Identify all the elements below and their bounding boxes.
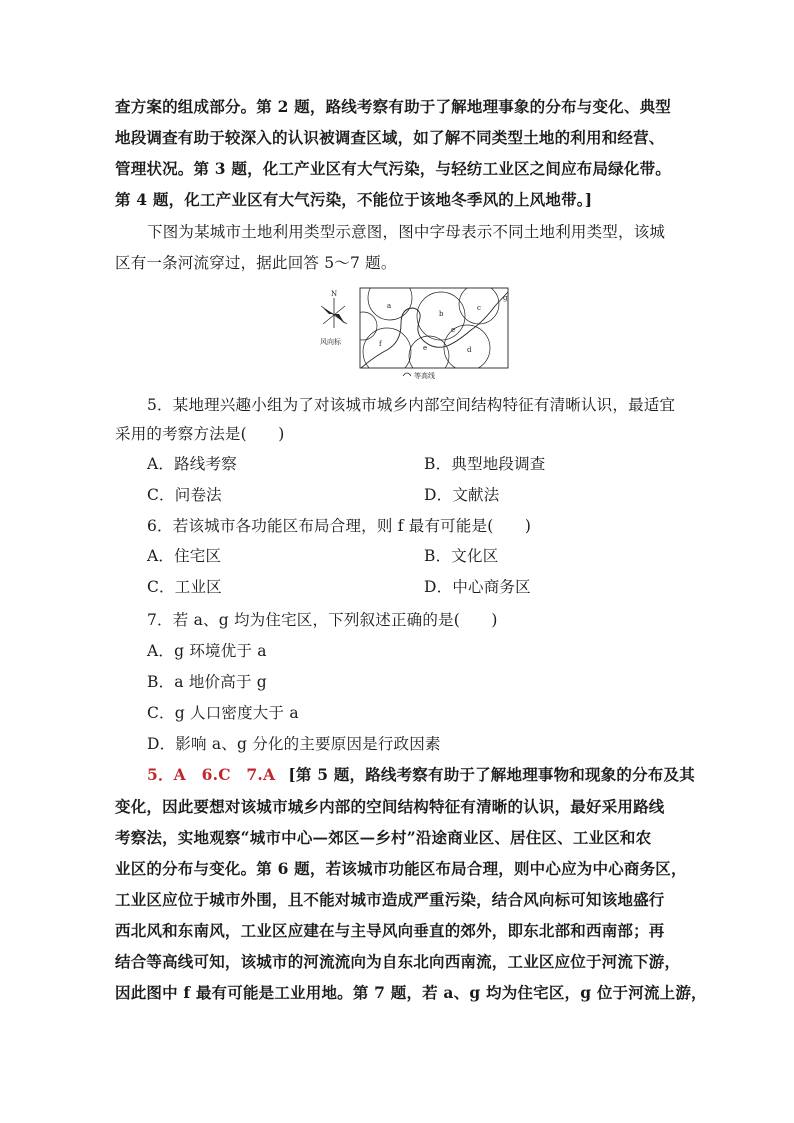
- answer-explanation-3: 考察法，实地观察“城市中心—郊区—乡村”沿途商业区、居住区、工业区和农: [115, 828, 652, 847]
- area-label-b: b: [439, 310, 444, 318]
- contour-lines: [349, 284, 499, 376]
- q5-option-d: D．文献法: [424, 486, 500, 504]
- answer-line-1: [147, 765, 695, 785]
- explanation-line-1: 查方案的组成部分。第 2 题，路线考察有助于了解地理事象的分布与变化、典型: [115, 97, 671, 116]
- explanation-line-4: 第 4 题，化工产业区有大气污染，不能位于该地冬季风的上风地带。]: [115, 190, 593, 209]
- area-label-d: d: [467, 346, 472, 354]
- q5-option-a: A．路线考察: [147, 455, 237, 473]
- contour-legend-icon: [403, 373, 411, 376]
- q6-option-a: A．住宅区: [147, 547, 222, 565]
- area-label-g: g: [503, 294, 508, 302]
- area-label-c: c: [477, 304, 481, 312]
- q5-stem-line-1: 5．某地理兴趣小组为了对该城市城乡内部空间结构特征有清晰认识，最适宜: [147, 396, 676, 414]
- q5-option-c: C．问卷法: [147, 486, 222, 504]
- land-use-map-figure: [315, 284, 515, 382]
- answer-explanation-6: 西北风和东南风，工业区应建在与主导风向垂直的郊外，即东北部和西南部；再: [115, 921, 665, 940]
- q5-stem-line-2: 采用的考察方法是( ): [115, 425, 285, 443]
- wind-vane-label: 风向标: [320, 338, 341, 346]
- q7-option-a: A．g 环境优于 a: [147, 642, 267, 660]
- q6-option-b: B．文化区: [424, 547, 499, 565]
- answer-explanation-8: 因此图中 f 最有可能是工业用地。第 7 题，若 a、g 均为住宅区，g 位于河流上游，: [115, 983, 707, 1002]
- q7-option-b: B．a 地价高于 g: [147, 673, 267, 691]
- land-use-map: [315, 284, 515, 382]
- area-label-a: a: [387, 302, 392, 310]
- area-label-e-1: e: [423, 344, 428, 352]
- q6-option-d: D．中心商务区: [424, 578, 531, 596]
- answer-key: 5．A 6.C 7.A: [147, 765, 276, 784]
- answer-explanation-7: 结合等高线可知，该城市的河流流向为自东北向西南流，工业区应位于河流下游，: [115, 952, 681, 971]
- answer-explanation-4: 业区的分布与变化。第 6 题，若该城市功能区布局合理，则中心应为中心商务区，: [115, 859, 687, 878]
- q5-option-b: B．典型地段调查: [424, 455, 546, 473]
- north-label: N: [331, 290, 338, 298]
- answer-explanation-2: 变化，因此要想对该城市城乡内部的空间结构特征有清晰的认识，最好采用路线: [115, 797, 665, 816]
- explanation-line-3: 管理状况。第 3 题，化工产业区有大气污染，与轻纺工业区之间应布局绿化带。: [115, 159, 671, 178]
- q7-option-c: C．g 人口密度大于 a: [147, 704, 299, 722]
- river: [361, 292, 508, 368]
- q7-stem: 7．若 a、g 均为住宅区，下列叙述正确的是( ): [147, 611, 498, 629]
- answer-explanation-5: 工业区应位于城市外围，且不能对城市造成严重污染，结合风向标可知该地盛行: [115, 890, 665, 909]
- answer-explanation-1: [第 5 题，路线考察有助于了解地理事物和现象的分布及其: [288, 765, 695, 784]
- map-frame: [360, 288, 508, 368]
- q6-option-c: C．工业区: [147, 578, 222, 596]
- contour-legend-label: 等高线: [414, 372, 435, 380]
- area-label-e-2: e: [451, 326, 456, 334]
- area-label-f: f: [379, 340, 382, 348]
- q7-option-d: D．影响 a、g 分化的主要原因是行政因素: [147, 735, 441, 753]
- explanation-line-2: 地段调查有助于较深入的认识被调查区域，如了解不同类型土地的利用和经营、: [115, 128, 665, 147]
- intro-line-2: 区有一条河流穿过，据此回答 5～7 题。: [115, 254, 397, 272]
- intro-line-1: 下图为某城市土地利用类型示意图，图中字母表示不同土地利用类型，该城: [147, 223, 666, 241]
- q6-stem: 6．若该城市各功能区布局合理，则 f 最有可能是( ): [147, 517, 532, 535]
